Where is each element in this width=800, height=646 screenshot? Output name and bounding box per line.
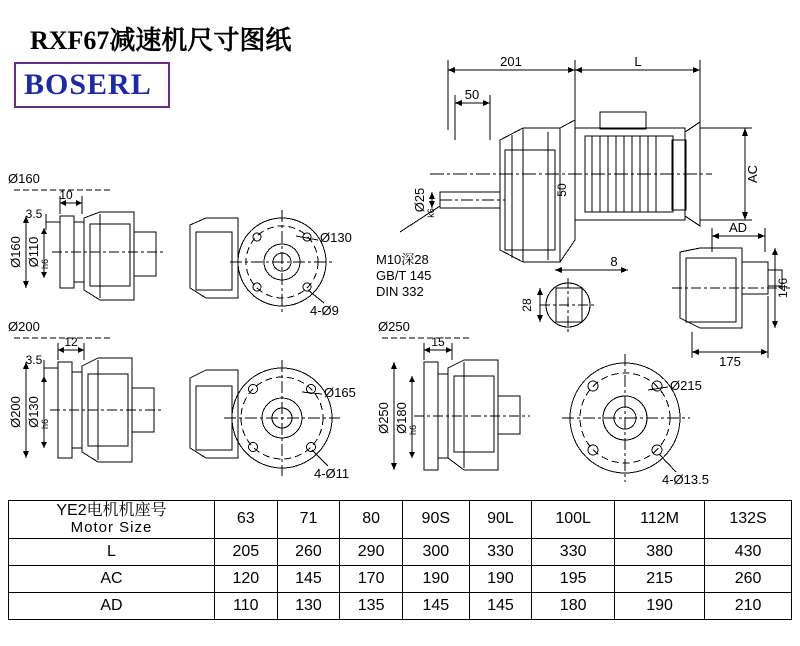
label-thread-note-1: M10深28 (376, 252, 429, 267)
label-d130-flange: Ø130 (320, 230, 352, 245)
cell-L-112M: 380 (615, 538, 705, 565)
cell-AD-90L: 145 (469, 592, 532, 619)
table-row (9, 538, 792, 565)
cell-AC-90L: 190 (469, 565, 532, 592)
label-dim-175: 175 (719, 354, 741, 369)
table-col-4: 90L (469, 501, 532, 539)
cell-L-80: 290 (340, 538, 403, 565)
label-d180: Ø180 (394, 402, 409, 434)
cell-AD-132S: 210 (705, 592, 792, 619)
label-dim-d25: Ø25 (412, 187, 427, 213)
cell-AC-112M: 215 (615, 565, 705, 592)
table-col-3: 90S (402, 501, 469, 539)
table-col-5: 100L (532, 501, 615, 539)
cell-L-132S: 430 (705, 538, 792, 565)
motor-size-table (8, 500, 792, 620)
label-d250-top: Ø250 (378, 319, 410, 334)
label-dim-146: 146 (776, 277, 790, 299)
label-d110-tol: h6 (40, 258, 50, 270)
label-d180-tol: h6 (408, 424, 418, 436)
table-col-6: 112M (615, 501, 705, 539)
cell-AD-90S: 145 (402, 592, 469, 619)
label-d160-top: Ø160 (8, 171, 40, 186)
label-dim-50: 50 (464, 87, 480, 102)
label-dim-AD: AD (728, 220, 748, 235)
label-dim-50v: 50 (555, 183, 569, 197)
label-dim-15: 15 (431, 335, 445, 349)
label-dim-3-5a: 3.5 (25, 207, 43, 221)
cell-AC-90S: 190 (402, 565, 469, 592)
cell-AD-63: 110 (215, 592, 278, 619)
table-header-row (9, 501, 792, 539)
row-label-AC: AC (9, 565, 215, 592)
cell-L-90L: 330 (469, 538, 532, 565)
cell-AC-63: 120 (215, 565, 278, 592)
cell-L-90S: 300 (402, 538, 469, 565)
table-col-2: 80 (340, 501, 403, 539)
cell-AC-100L: 195 (532, 565, 615, 592)
label-holes-4xd9: 4-Ø9 (310, 303, 339, 318)
table-row (9, 592, 792, 619)
label-d200-top: Ø200 (8, 319, 40, 334)
label-d165-flange: Ø165 (324, 385, 356, 400)
label-dim-12: 12 (64, 335, 78, 349)
label-d250-side: Ø250 (376, 402, 391, 434)
cell-L-63: 205 (215, 538, 278, 565)
label-thread-note-3: DIN 332 (376, 284, 424, 299)
table-col-0: 63 (215, 501, 278, 539)
table-header-label-en: Motor Size (70, 518, 153, 536)
cell-AC-132S: 260 (705, 565, 792, 592)
table-col-1: 71 (277, 501, 340, 539)
label-d130: Ø130 (26, 396, 41, 428)
label-d200-side: Ø200 (8, 396, 23, 428)
cell-AC-71: 145 (277, 565, 340, 592)
cell-AD-112M: 190 (615, 592, 705, 619)
table-header-label-cn: YE2电机机座号 (56, 502, 167, 519)
cell-L-100L: 330 (532, 538, 615, 565)
page-title: RXF67减速机尺寸图纸 (30, 26, 292, 55)
cell-AC-80: 170 (340, 565, 403, 592)
label-holes-4xd11: 4-Ø11 (314, 466, 350, 481)
label-dim-8: 8 (610, 254, 618, 269)
table-header-label (9, 501, 215, 539)
label-dim-d25-tol: k6 (426, 208, 436, 218)
label-dim-AC: AC (745, 164, 760, 184)
brand-logo: BOSERL (24, 68, 152, 101)
cell-AD-80: 135 (340, 592, 403, 619)
cell-AD-100L: 180 (532, 592, 615, 619)
table-row (9, 565, 792, 592)
label-dim-L: L (634, 54, 642, 69)
label-d110: Ø110 (26, 236, 41, 268)
label-dim-201: 201 (500, 54, 522, 69)
label-d130-tol: h6 (40, 418, 50, 430)
label-holes-4xd13-5: 4-Ø13.5 (662, 472, 709, 487)
cell-L-71: 260 (277, 538, 340, 565)
cell-AD-71: 130 (277, 592, 340, 619)
label-dim-3-5b: 3.5 (25, 353, 43, 367)
label-d215-flange: Ø215 (670, 378, 702, 393)
label-d160-side: Ø160 (8, 236, 23, 268)
label-dim-28: 28 (520, 298, 534, 312)
table-col-7: 132S (705, 501, 792, 539)
label-thread-note-2: GB/T 145 (376, 268, 432, 283)
row-label-AD: AD (9, 592, 215, 619)
label-dim-10: 10 (59, 188, 73, 202)
row-label-L: L (9, 538, 215, 565)
